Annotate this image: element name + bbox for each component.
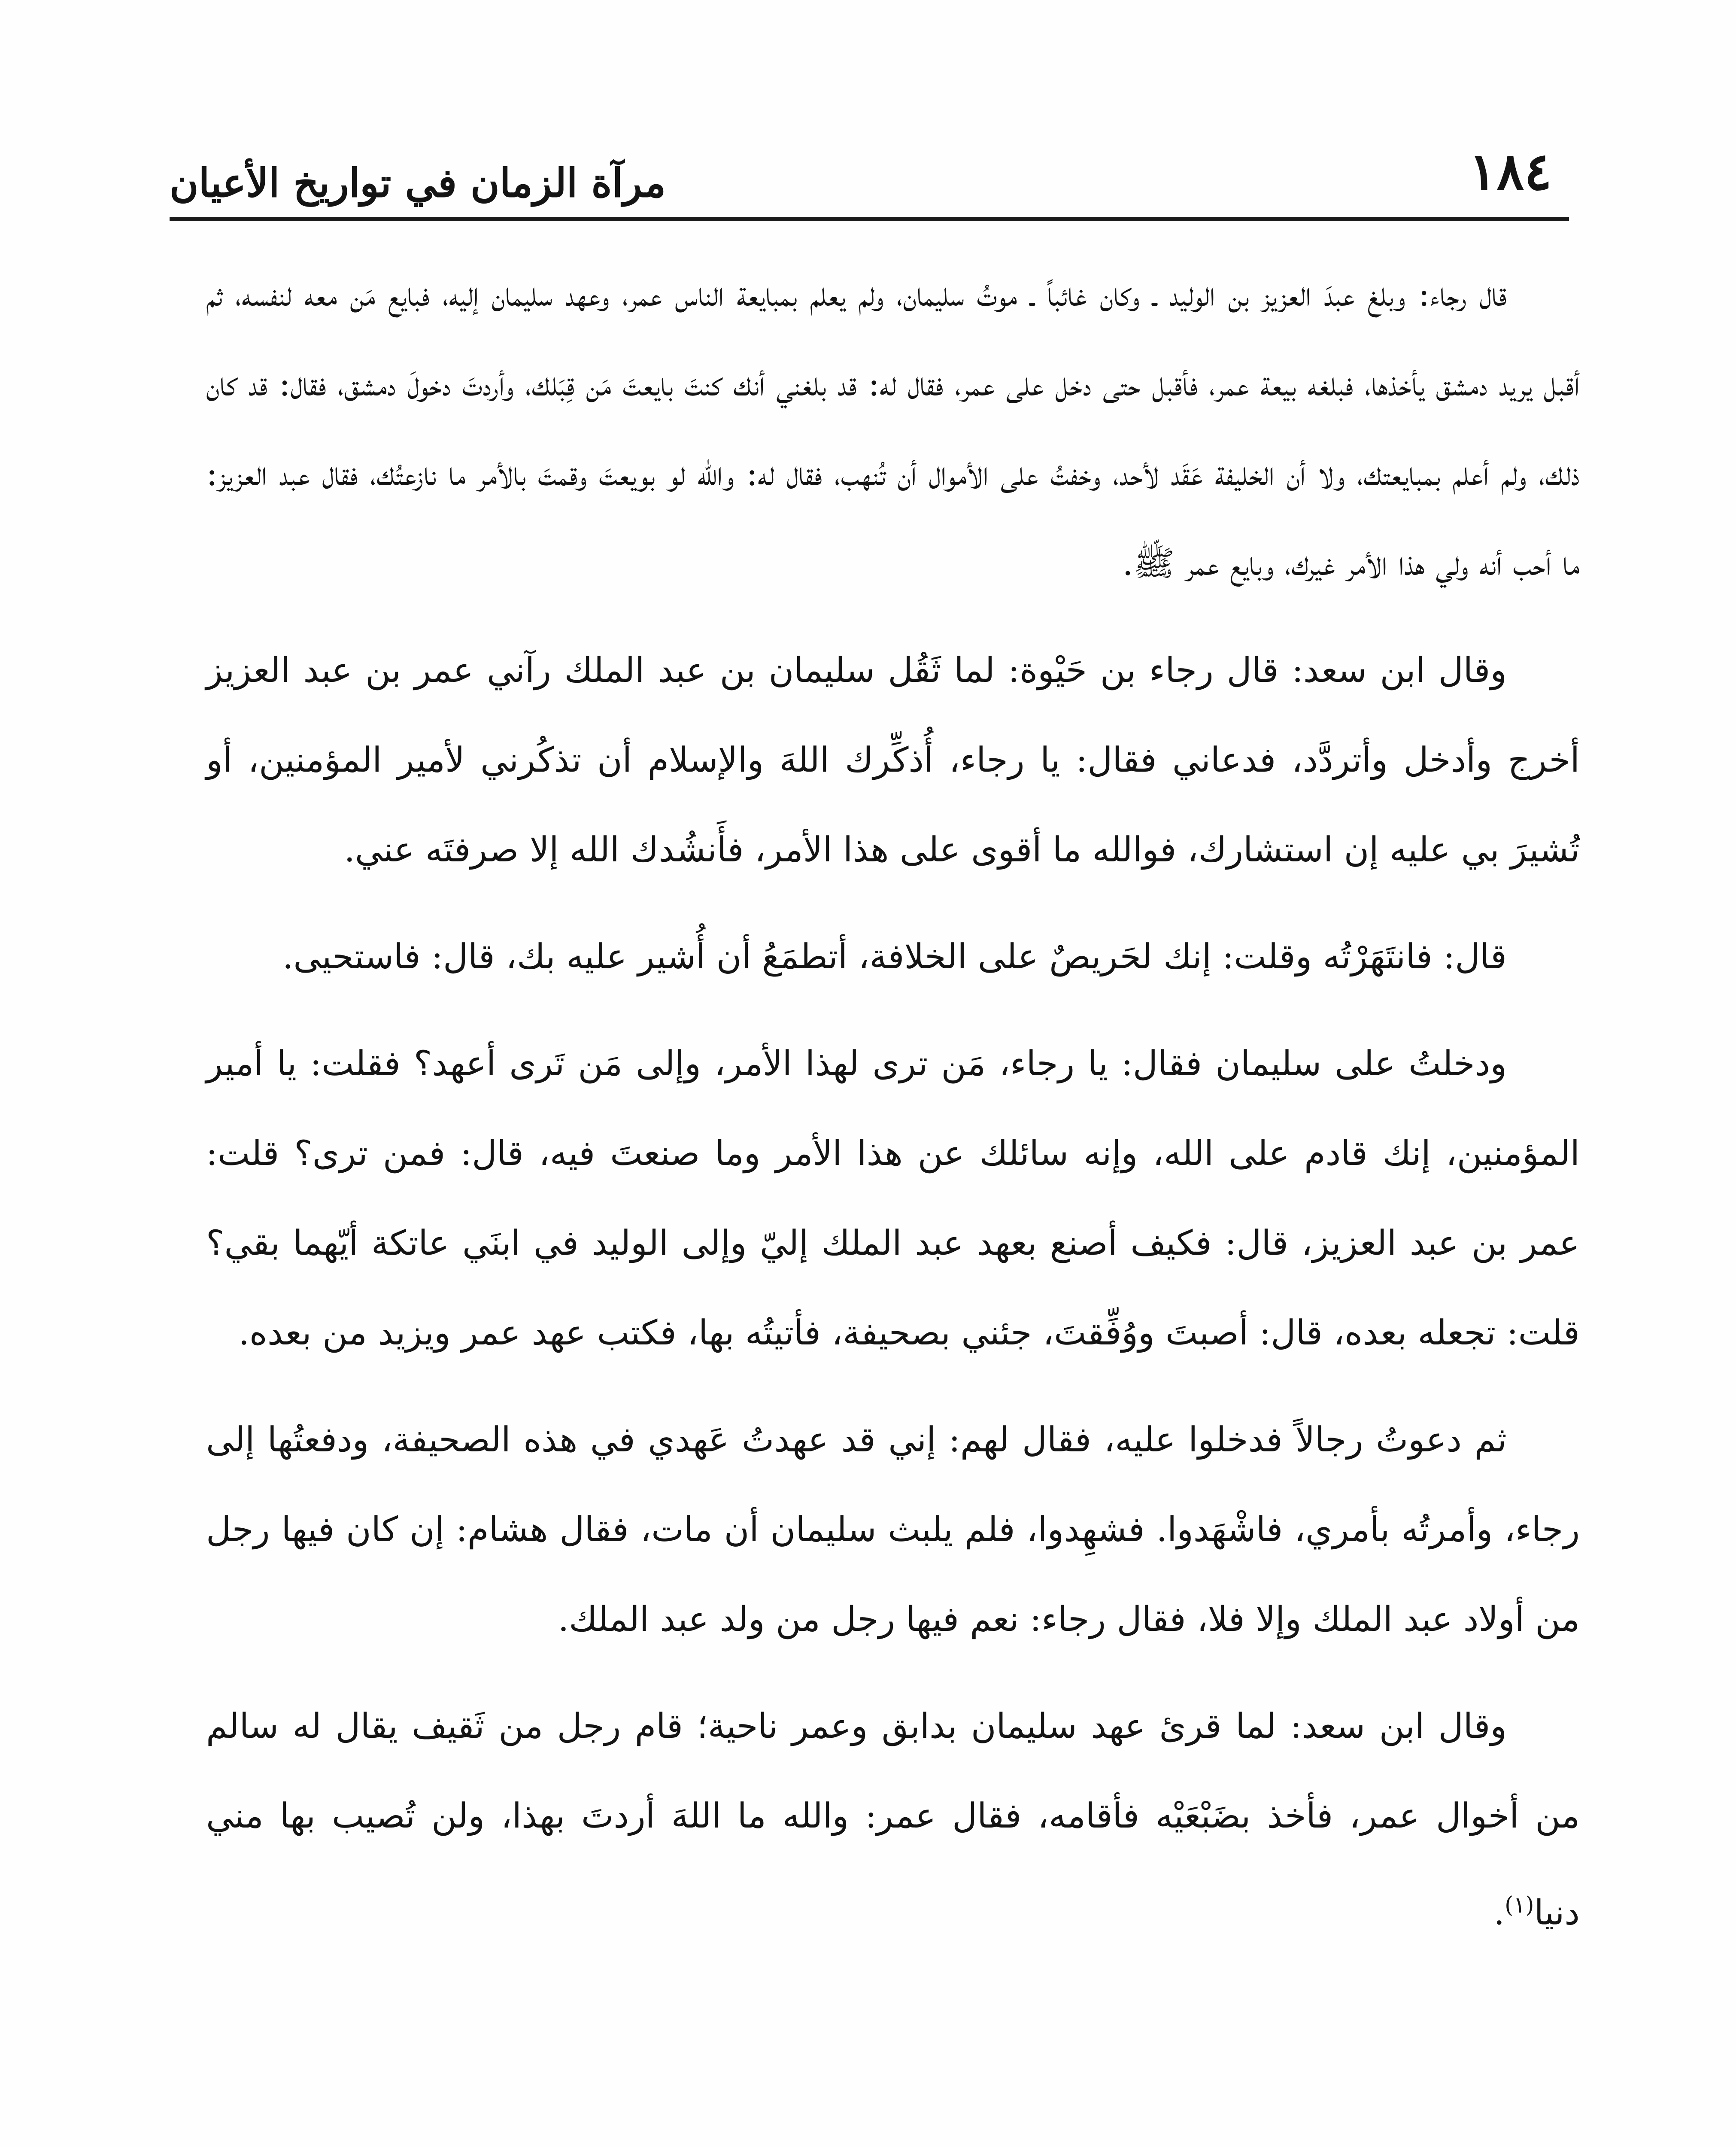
main-text [206,249,1580,1975]
paragraph-6-end: . [1493,1892,1505,1933]
paragraph-6 [206,1681,1580,1958]
running-title: مرآة الزمان في تواريخ الأعيان [170,160,666,206]
paragraph-1: قال رجاء: وبلغ عبدَ العزيز بن الوليد ـ وكان غائباً ـ موتُ سليمان، ولم يعلم بمبايعة الناس عمر، وعهد سليمان إليه، فبايع مَن معه لنفسه، ثم أقبل يريد دمشق يأخذها، فبلغه بيعة عمر، فأقبل حتى دخل على عمر، فقال له: قد بلغني أنك كنتَ بايعتَ مَن قِبَلك، وأردتَ دخولَ دمشق، فقال: قد كان ذلك، ولم أعلم بمبايعتك، ولا أن الخليفة عَقَد لأحد، وخفتُ على الأموال أن تُنهب، فقال له: والله لو بويعتَ وقمتَ بالأمر ما نازعتُك، فقال عبد العزيز: ما أحب أنه ولي هذا الأمر غيرك، وبايع عمر ﷺ. [206,274,1580,583]
footnote-reference: (١) [1505,1892,1534,1918]
page-number: ١٨٤ [1469,141,1552,202]
paragraph-2: وقال ابن سعد: قال رجاء بن حَيْوة: لما ثَقُل سليمان بن عبد الملك رآني عمر بن عبد العزيز أخرج وأدخل وأتردَّد، فدعاني فقال: يا رجاء، أُذكِّرك اللهَ والإسلام أن تذكُرني لأمير المؤمنين، أو تُشيرَ بي عليه إن استشارك، فوالله ما أقوى على هذا الأمر، فأَنشُدك الله إلا صرفتَه عني. [206,650,1580,870]
paragraph-3: قال: فانتَهَرْتُه وقلت: إنك لحَريصٌ على الخلافة، أتطمَعُ أن أُشير عليه بك، قال: فاستحيى. [282,937,1507,976]
paragraph-4: ودخلتُ على سليمان فقال: يا رجاء، مَن ترى لهذا الأمر، وإلى مَن تَرى أعهد؟ فقلت: يا أمير المؤمنين، إنك قادم على الله، وإنه سائلك عن هذا الأمر وما صنعتَ فيه، قال: فمن ترى؟ قلت: عمر بن عبد العزيز، قال: فكيف أصنع بعهد عبد الملك إليّ وإلى الوليد في ابنَي عاتكة أيّهما بقي؟ قلت: تجعله بعده، قال: أصبتَ ووُفِّقتَ، جئني بصحيفة، فأتيتُه بها، فكتب عهد عمر ويزيد من بعده. [206,1043,1580,1353]
page-header [170,137,1569,223]
paragraph-6-text: وقال ابن سعد: لما قرئ عهد سليمان بدابق وعمر ناحية؛ قام رجل من ثَقيف يقال له سالم من أخوال عمر، فأخذ بضَبْعَيْه فأقامه، فقال عمر: والله ما اللهَ أردتَ بهذا، ولن تُصيب بها مني دنيا [206,1706,1580,1933]
header-rule [170,217,1569,221]
paragraph-5: ثم دعوتُ رجالاً فدخلوا عليه، فقال لهم: إني قد عهدتُ عَهدي في هذه الصحيفة، ودفعتُها إلى رجاء، وأمرتُه بأمري، فاشْهَدوا. فشهِدوا، فلم يلبث سليمان أن مات، فقال هشام: إن كان فيها رجل من أولاد عبد الملك وإلا فلا، فقال رجاء: نعم فيها رجل من ولد عبد الملك. [206,1420,1580,1639]
